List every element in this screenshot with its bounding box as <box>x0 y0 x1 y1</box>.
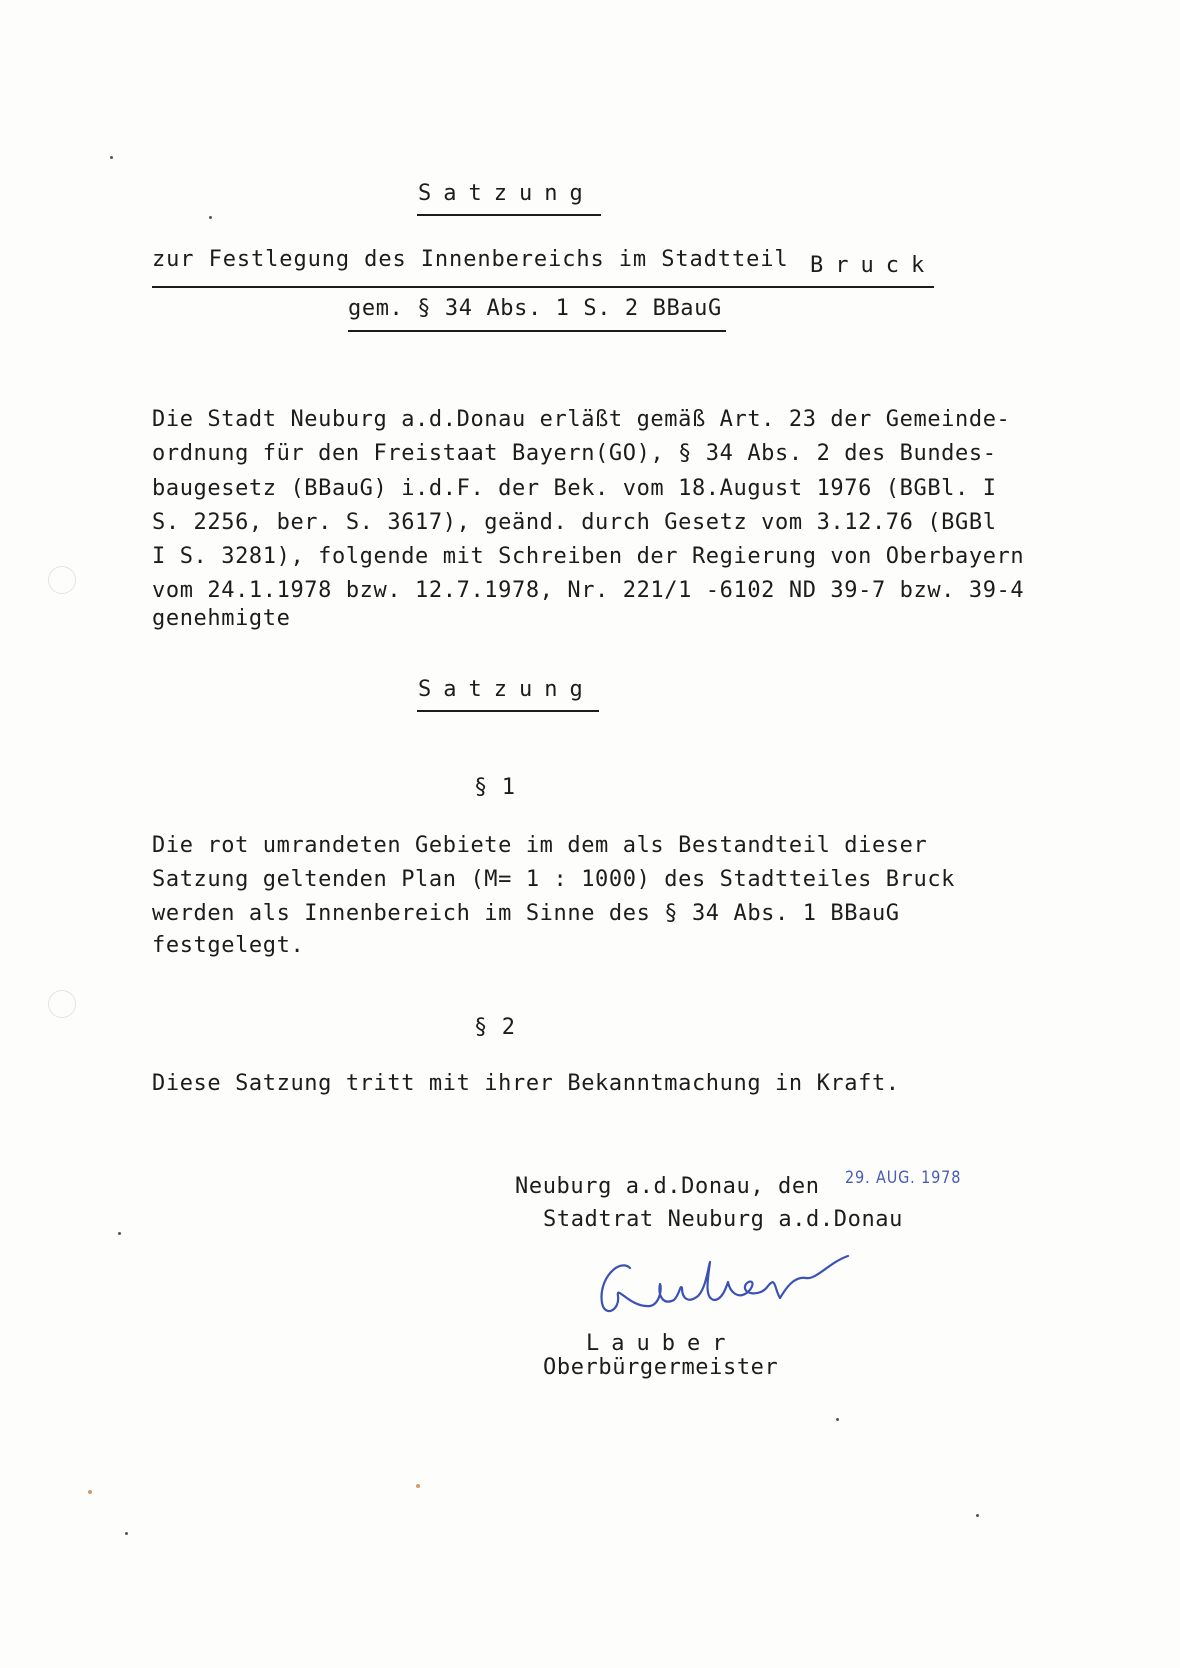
signature-image <box>590 1248 870 1328</box>
preamble-line: vom 24.1.1978 bzw. 12.7.1978, Nr. 221/1 -6102 ND 39-7 bzw. 39-4 <box>152 578 1025 603</box>
place-date: Neuburg a.d.Donau, den <box>515 1174 820 1199</box>
preamble-line: I S. 3281), folgende mit Schreiben der Regierung von Oberbayern <box>152 544 1025 569</box>
district-name: Bruck <box>810 253 937 278</box>
punch-hole-mark <box>48 990 76 1018</box>
document-subtitle: zur Festlegung des Innenbereichs im Stadtteil <box>152 247 789 272</box>
paragraph-2-heading: § 2 <box>474 1015 516 1040</box>
preamble-line: baugesetz (BBauG) i.d.F. der Bek. vom 18.August 1976 (BGBl. I <box>152 476 997 501</box>
section-title: Satzung <box>418 677 595 702</box>
signer-name: Lauber <box>586 1331 738 1356</box>
scan-speck <box>976 1514 979 1517</box>
signer-title: Oberbürgermeister <box>543 1355 779 1380</box>
paragraph-line: Satzung geltenden Plan (M= 1 : 1000) des Stadtteiles Bruck <box>152 867 956 892</box>
preamble-line: S. 2256, ber. S. 3617), geänd. durch Gesetz vom 3.12.76 (BGBl <box>152 510 997 535</box>
title-underline <box>417 214 601 216</box>
punch-hole-mark <box>48 566 76 594</box>
preamble-line: ordnung für den Freistaat Bayern(GO), § 34 Abs. 2 des Bundes- <box>152 441 997 466</box>
scan-speck <box>209 216 212 219</box>
scan-speck <box>110 156 113 159</box>
section-title-underline <box>417 710 599 712</box>
scan-speck <box>118 1232 121 1235</box>
legal-basis-underline <box>348 330 726 332</box>
preamble-line: Die Stadt Neuburg a.d.Donau erläßt gemäß Art. 23 der Gemeinde- <box>152 407 1011 432</box>
preamble-line: genehmigte <box>152 606 291 631</box>
scan-speck <box>836 1418 839 1421</box>
scan-speck <box>416 1484 420 1488</box>
legal-basis: gem. § 34 Abs. 1 S. 2 BBauG <box>348 296 722 321</box>
paragraph-line: Diese Satzung tritt mit ihrer Bekanntmachung in Kraft. <box>152 1071 900 1096</box>
paragraph-line: Die rot umrandeten Gebiete im dem als Bestandteil dieser <box>152 833 928 858</box>
scan-speck <box>125 1532 128 1535</box>
paragraph-1-heading: § 1 <box>474 775 516 800</box>
scan-speck <box>88 1490 92 1494</box>
date-stamp: 29. AUG. 1978 <box>845 1168 962 1188</box>
paragraph-line: festgelegt. <box>152 933 305 958</box>
paragraph-line: werden als Innenbereich im Sinne des § 34 Abs. 1 BBauG <box>152 901 900 926</box>
subtitle-underline <box>152 286 934 288</box>
document-title: Satzung <box>418 181 595 206</box>
council-name: Stadtrat Neuburg a.d.Donau <box>543 1207 903 1232</box>
